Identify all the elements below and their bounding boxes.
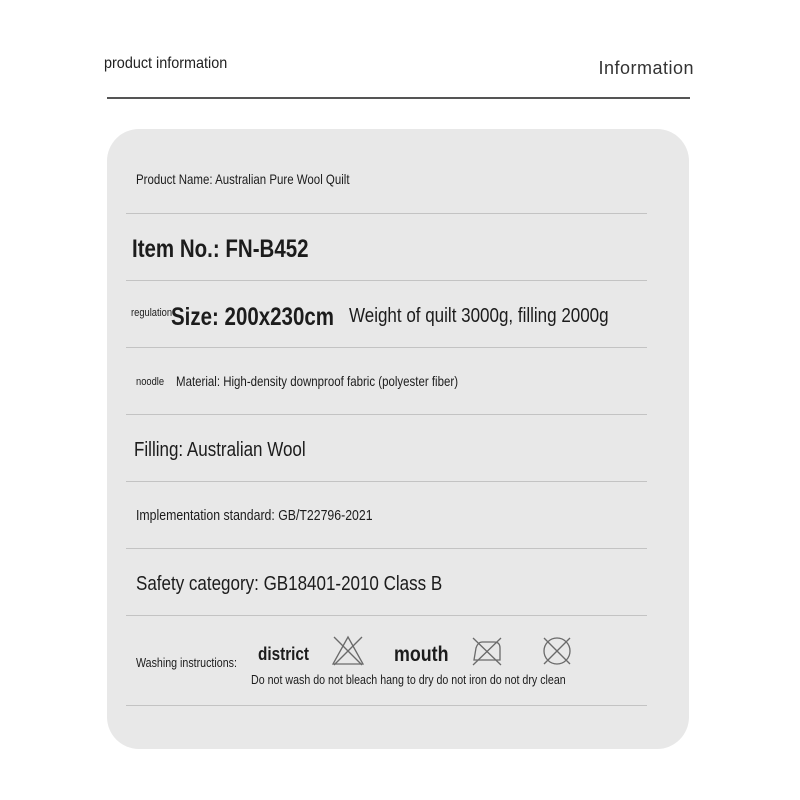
row-divider <box>126 280 647 281</box>
product-info-card <box>107 129 689 749</box>
material-prefix: noodle <box>136 376 165 388</box>
header-divider <box>107 97 690 99</box>
filling: Filling: Australian Wool <box>134 439 306 461</box>
row-divider <box>126 615 647 616</box>
no-dry-clean-icon <box>540 634 574 668</box>
size-prefix: regulation <box>131 307 173 319</box>
washing-word-district: district <box>258 644 310 664</box>
header-right-title: Information <box>598 58 694 78</box>
size-value: Size: 200x230cm <box>171 303 334 331</box>
implementation-standard: Implementation standard: GB/T22796-2021 <box>136 507 373 524</box>
washing-caption: Do not wash do not bleach hang to dry do not iron do not dry clean <box>251 672 566 687</box>
washing-word-mouth: mouth <box>394 643 449 666</box>
header-left-title: product information <box>104 55 228 72</box>
washing-label: Washing instructions: <box>136 655 237 670</box>
row-divider <box>126 705 647 706</box>
row-divider <box>126 548 647 549</box>
row-divider <box>126 213 647 214</box>
quilt-weight: Weight of quilt 3000g, filling 2000g <box>349 305 609 327</box>
material: Material: High-density downproof fabric (polyester fiber) <box>176 373 459 389</box>
row-divider <box>126 347 647 348</box>
safety-category: Safety category: GB18401-2010 Class B <box>136 573 443 595</box>
item-number: Item No.: FN-B452 <box>132 235 309 263</box>
no-iron-icon <box>470 634 504 668</box>
row-divider <box>126 414 647 415</box>
product-name: Product Name: Australian Pure Wool Quilt <box>136 171 350 187</box>
no-bleach-icon <box>331 634 365 668</box>
row-divider <box>126 481 647 482</box>
